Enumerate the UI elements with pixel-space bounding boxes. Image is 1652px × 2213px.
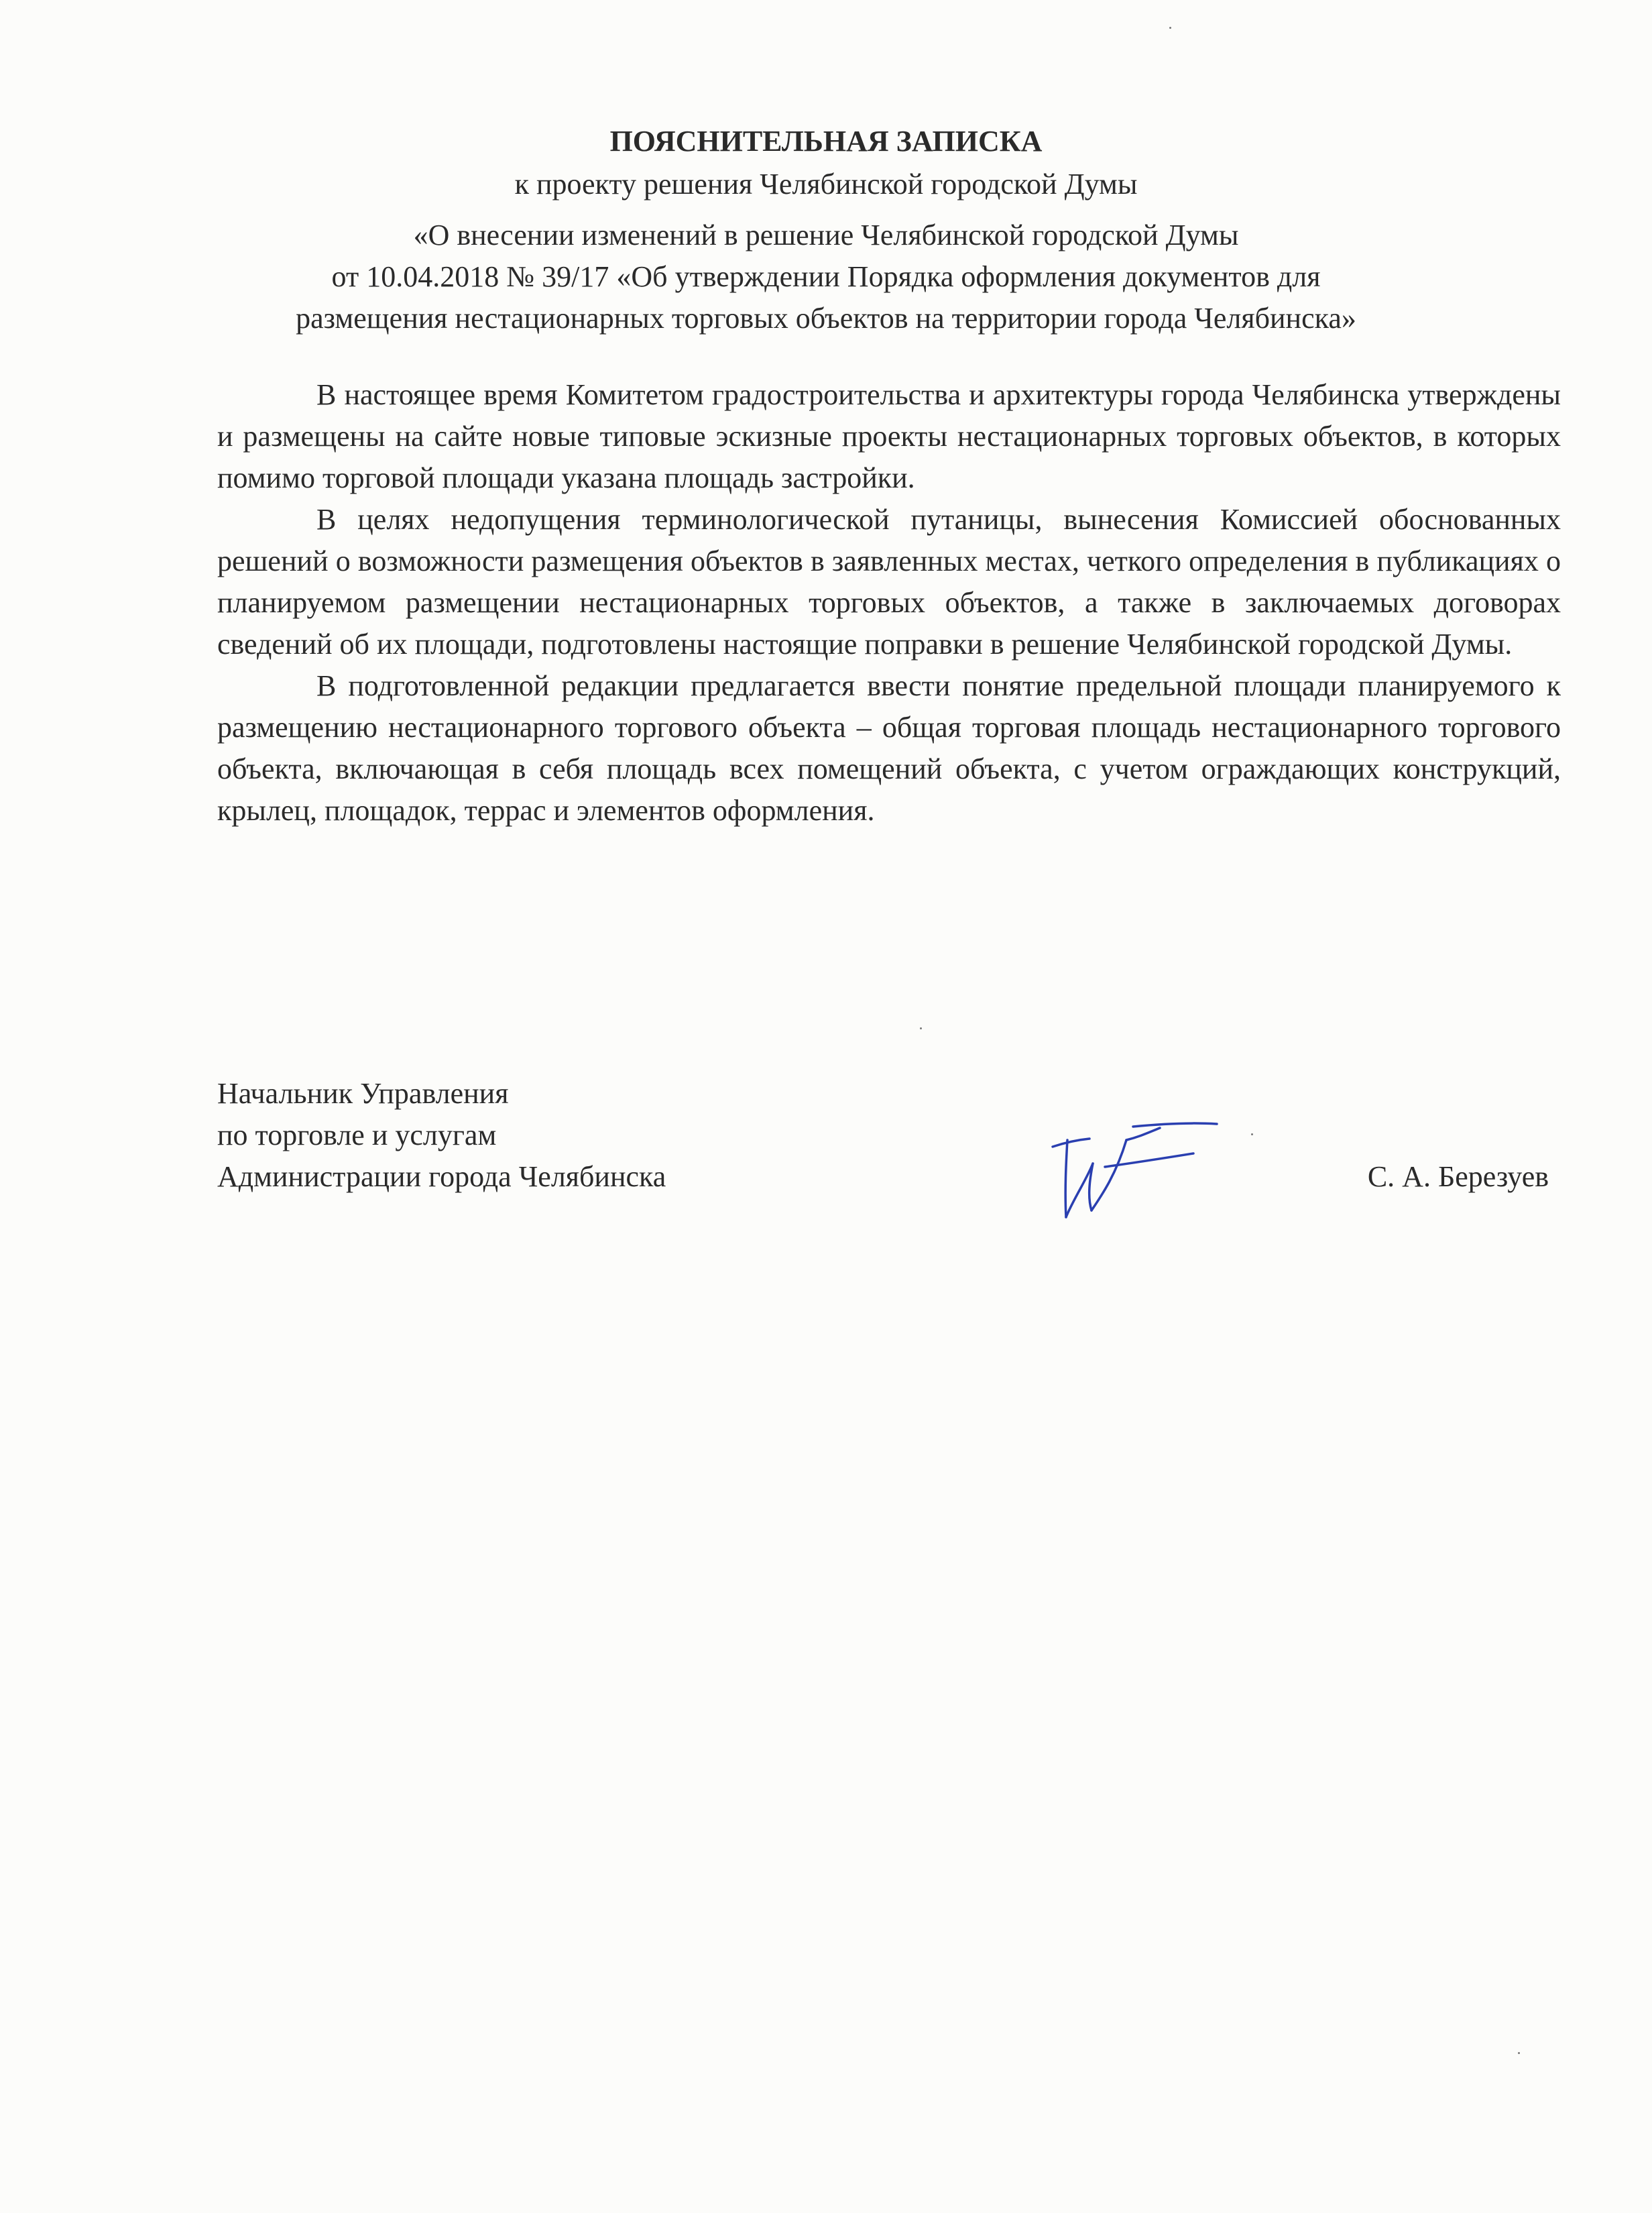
signatory-position: [217, 1073, 666, 1198]
subtitle-line: размещения нестационарных торговых объектов на территории города Челябинска»: [296, 302, 1356, 335]
body-paragraph: В настоящее время Комитетом градостроительства и архитектуры города Челябинска утверждены и размещены на сайте новые типовые эскизные проекты нестационарных торговых объектов, в которых помимо торговой площади указана площадь застройки.: [217, 378, 1561, 494]
document-title: ПОЯСНИТЕЛЬНАЯ ЗАПИСКА: [609, 125, 1043, 158]
signatory-position-line: Администрации города Челябинска: [217, 1160, 666, 1193]
scan-speck: [1169, 27, 1171, 29]
signatory-name: С. А. Березуев: [1367, 1160, 1549, 1193]
scan-speck: [920, 1027, 922, 1029]
subtitle-line: к проекту решения Челябинской городской Думы: [514, 168, 1138, 201]
body-paragraph: В целях недопущения терминологической путаницы, вынесения Комиссией обоснованных решений о возможности размещения объектов в заявленных местах, четкого определения в публикациях о планируемом размещении нестационарных торговых объектов, а также в заключаемых договорах сведений об их площади, подготовлены настоящие поправки в решение Челябинской городской Думы.: [217, 503, 1561, 661]
scan-speck: [1518, 2052, 1520, 2054]
subtitle-line: «О внесении изменений в решение Челябинской городской Думы: [413, 219, 1239, 251]
signatory-position-line: Начальник Управления: [217, 1077, 509, 1110]
subtitle-line: от 10.04.2018 № 39/17 «Об утверждении Порядка оформления документов для: [331, 260, 1321, 293]
signatory-position-line: по торговле и услугам: [217, 1119, 497, 1151]
scan-speck: [1251, 1133, 1253, 1135]
handwritten-signature: [1026, 1100, 1227, 1234]
document-body: [217, 374, 1561, 832]
body-paragraph: В подготовленной редакции предлагается ввести понятие предельной площади планируемого к размещению нестационарного торгового объекта – общая торговая площадь нестационарного торгового объекта, включающая в себя площадь всех помещений объекта, с учетом ограждающих конструкций, крылец, площадок, террас и элементов оформления.: [217, 669, 1561, 827]
